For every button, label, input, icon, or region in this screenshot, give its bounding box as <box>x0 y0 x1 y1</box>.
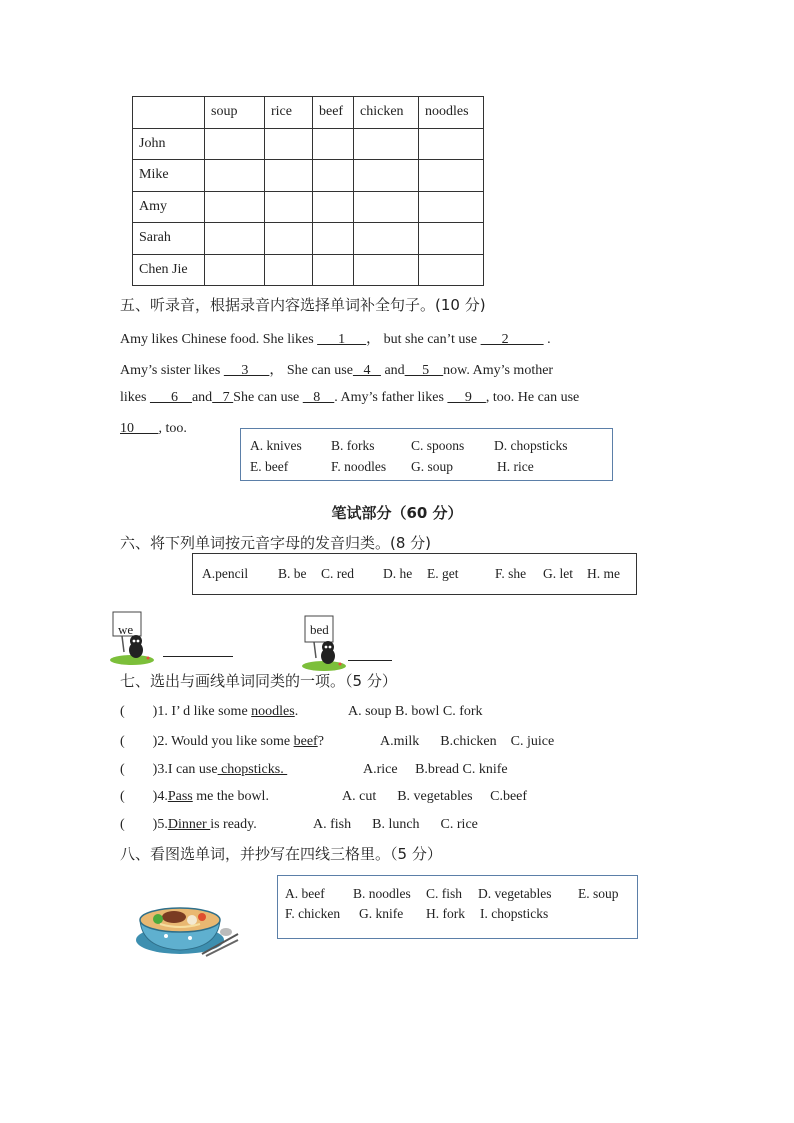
text-fragment: and <box>191 390 213 405</box>
table-header-row <box>133 97 484 129</box>
word-option: H. rice <box>497 459 534 474</box>
text-fragment: . <box>547 332 551 347</box>
underlined-word: Dinner <box>167 817 211 832</box>
question-text: is ready. <box>210 817 257 832</box>
answer-blank-3[interactable]: 3 <box>223 363 270 378</box>
answer-blank-8[interactable]: 8 <box>302 390 335 405</box>
section-5-line-1 <box>120 328 660 348</box>
table-header-cell: rice <box>265 97 313 129</box>
answer-blank-7[interactable]: 7 <box>212 390 234 405</box>
word-option: D. vegetables <box>478 886 552 901</box>
question-text: 1. I’ d like some <box>157 704 248 719</box>
word-option: I. chopsticks <box>480 906 549 921</box>
table-row-label: John <box>133 128 205 160</box>
noodle-bowl-illustration <box>130 890 242 960</box>
table-cell[interactable] <box>205 128 265 160</box>
table-row <box>133 254 484 286</box>
table-cell[interactable] <box>354 254 419 286</box>
word-option: F. chicken <box>285 906 341 921</box>
table-cell[interactable] <box>354 191 419 223</box>
table-cell[interactable] <box>419 191 484 223</box>
table-cell[interactable] <box>354 223 419 255</box>
word-option: B. noodles <box>353 886 411 901</box>
section-8-word-bank <box>277 875 638 939</box>
text-fragment: ， She can use <box>269 363 353 378</box>
question-options: A. cut B. vegetables C.beef <box>342 789 528 804</box>
table-header-cell <box>133 97 205 129</box>
section-5-word-bank <box>240 428 613 481</box>
table-cell[interactable] <box>313 128 354 160</box>
answer-paren[interactable]: ( ) <box>120 817 158 832</box>
word-option: A.pencil <box>202 566 249 581</box>
table-cell[interactable] <box>354 160 419 192</box>
section-6-title: 六、将下列单词按元音字母的发音归类。(8 分) <box>120 534 432 552</box>
text-fragment: ， but she can’t use <box>366 332 478 347</box>
answer-blank-9[interactable]: 9 <box>447 390 486 405</box>
table-cell[interactable] <box>205 223 265 255</box>
answer-line[interactable] <box>163 646 233 657</box>
table-cell[interactable] <box>419 223 484 255</box>
table-header-cell: soup <box>205 97 265 129</box>
underlined-word: noodles <box>251 704 295 719</box>
table-cell[interactable] <box>313 254 354 286</box>
word-option: F. noodles <box>331 459 387 474</box>
word-option: E. get <box>427 566 459 581</box>
table-cell[interactable] <box>265 223 313 255</box>
food-preference-table <box>132 96 484 286</box>
table-cell[interactable] <box>265 254 313 286</box>
answer-paren[interactable]: ( ) <box>120 734 158 749</box>
answer-paren[interactable]: ( ) <box>120 762 158 777</box>
question-row <box>120 789 269 805</box>
section-5-title: 五、听录音，根据录音内容选择单词补全句子。(10 分) <box>120 296 486 314</box>
cat-sign-illustration <box>300 614 350 672</box>
written-part-title: 笔试部分（60 分） <box>331 504 463 522</box>
table-header-cell: noodles <box>419 97 484 129</box>
answer-blank-10[interactable]: 10 <box>120 421 159 436</box>
question-text: . <box>294 704 299 719</box>
question-row <box>120 762 287 778</box>
word-option: A. knives <box>250 438 302 453</box>
table-row <box>133 128 484 160</box>
table-cell[interactable] <box>265 160 313 192</box>
question-text: 2. Would you like some <box>157 734 291 749</box>
underlined-word: chopsticks. <box>217 762 288 777</box>
question-row <box>120 704 298 720</box>
underlined-word: Pass <box>167 789 193 804</box>
word-option: B. forks <box>331 438 375 453</box>
table-cell[interactable] <box>205 160 265 192</box>
text-fragment: Amy’s sister likes <box>120 363 221 378</box>
section-8-title: 八、看图选单词，并抄写在四线三格里。（5 分） <box>120 845 442 863</box>
text-fragment: She can use <box>233 390 300 405</box>
table-cell[interactable] <box>419 128 484 160</box>
question-text: 5. <box>157 817 168 832</box>
underlined-word: beef <box>293 734 318 749</box>
question-options: A. soup B. bowl C. fork <box>348 704 483 719</box>
word-option: F. she <box>495 566 527 581</box>
table-row-label: Amy <box>133 191 205 223</box>
word-option: H. fork <box>426 906 465 921</box>
answer-blank-5[interactable]: 5 <box>404 363 444 378</box>
table-header-cell: chicken <box>354 97 419 129</box>
table-row-label: Chen Jie <box>133 254 205 286</box>
table-row <box>133 160 484 192</box>
text-fragment: and <box>384 363 405 378</box>
text-fragment: likes <box>120 390 147 405</box>
answer-paren[interactable]: ( ) <box>120 789 158 804</box>
answer-paren[interactable]: ( ) <box>120 704 158 719</box>
word-option: C. red <box>321 566 354 581</box>
table-row-label: Sarah <box>133 223 205 255</box>
table-cell[interactable] <box>265 191 313 223</box>
table-cell[interactable] <box>419 160 484 192</box>
word-option: C. fish <box>426 886 463 901</box>
question-options: A. fish B. lunch C. rice <box>313 817 478 832</box>
text-fragment: , too. <box>158 421 187 436</box>
question-row <box>120 817 257 833</box>
question-text: ? <box>317 734 324 749</box>
answer-blank-2[interactable]: 2 <box>480 332 544 347</box>
word-option: B. be <box>278 566 307 581</box>
question-text: me the bowl. <box>192 789 269 804</box>
word-option: H. me <box>587 566 620 581</box>
section-7-title: 七、选出与画线单词同类的一项。（5 分） <box>120 672 397 690</box>
text-fragment: Amy likes Chinese food. She likes <box>120 332 314 347</box>
question-options: A.rice B.bread C. knife <box>363 762 508 777</box>
table-row-label: Mike <box>133 160 205 192</box>
answer-blank-4[interactable]: 4 <box>352 363 381 378</box>
question-row <box>120 734 324 750</box>
word-option: D. he <box>383 566 413 581</box>
text-fragment: . Amy’s father likes <box>334 390 444 405</box>
cat-sign-illustration <box>108 608 158 666</box>
table-cell[interactable] <box>265 128 313 160</box>
table-cell[interactable] <box>354 128 419 160</box>
answer-blank-6[interactable]: 6 <box>149 390 192 405</box>
word-option: E. soup <box>578 886 619 901</box>
table-cell[interactable] <box>313 223 354 255</box>
section-6-word-bank <box>192 553 637 595</box>
table-header-cell: beef <box>313 97 354 129</box>
sign-word: bed <box>310 622 329 637</box>
table-row <box>133 191 484 223</box>
word-option: G. soup <box>411 459 454 474</box>
section-5-line-3 <box>120 390 660 406</box>
word-option: G. let <box>543 566 573 581</box>
word-option: C. spoons <box>411 438 465 453</box>
word-option: G. knife <box>359 906 404 921</box>
question-text: 4. <box>157 789 168 804</box>
table-cell[interactable] <box>205 191 265 223</box>
question-options: A.milk B.chicken C. juice <box>380 734 555 749</box>
question-text: 3.I can use <box>157 762 218 777</box>
section-5-line-2 <box>120 359 660 379</box>
table-cell[interactable] <box>313 160 354 192</box>
table-cell[interactable] <box>313 191 354 223</box>
answer-blank-1[interactable]: 1 <box>317 332 367 347</box>
table-cell[interactable] <box>205 254 265 286</box>
word-option: E. beef <box>250 459 289 474</box>
table-row <box>133 223 484 255</box>
text-fragment: , too. He can use <box>485 390 580 405</box>
table-cell[interactable] <box>419 254 484 286</box>
word-option: A. beef <box>285 886 325 901</box>
answer-line[interactable] <box>348 650 392 661</box>
word-option: D. chopsticks <box>494 438 568 453</box>
text-fragment: now. Amy’s mother <box>443 363 554 378</box>
noodle-bowl-icon <box>130 890 242 960</box>
sign-word: we <box>118 622 134 637</box>
